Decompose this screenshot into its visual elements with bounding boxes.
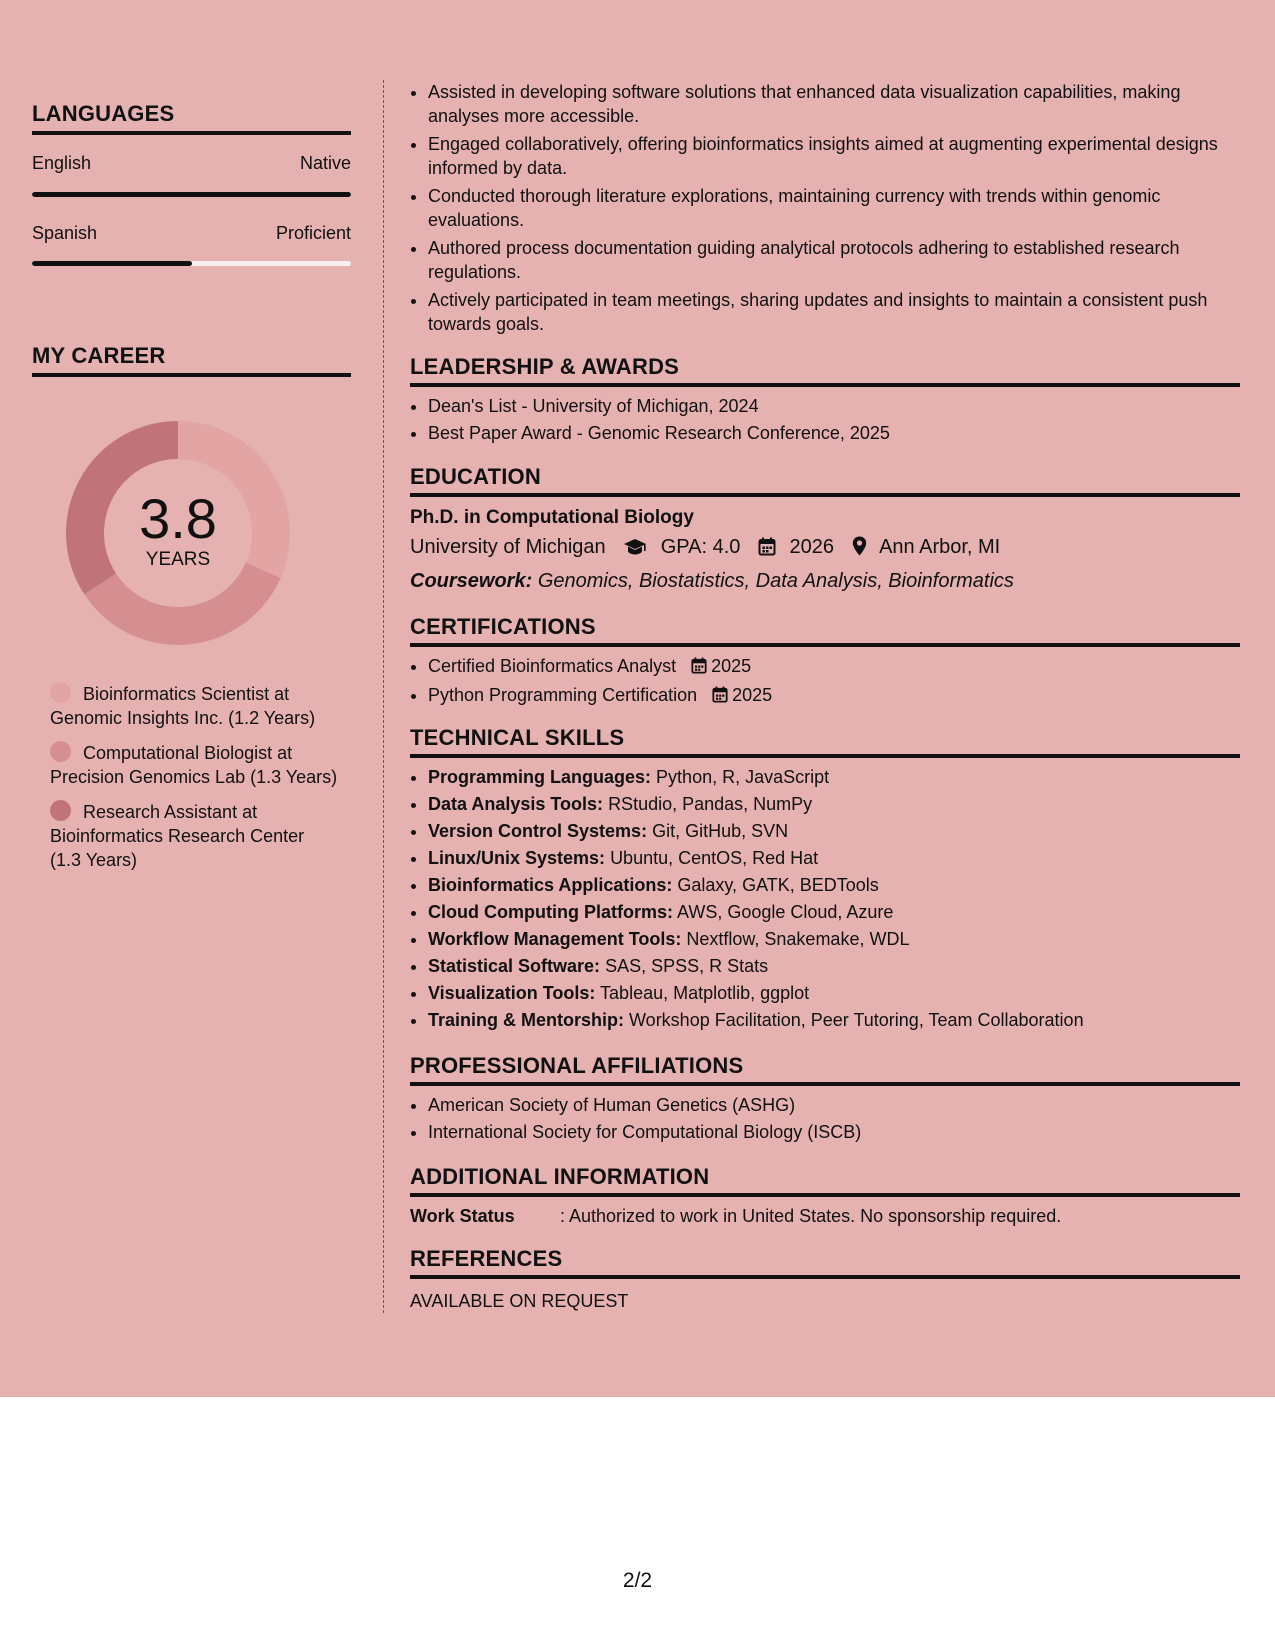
work-status-label: Work Status (410, 1206, 515, 1226)
skill-item (428, 846, 1240, 870)
skill-item (428, 981, 1240, 1005)
calendar-icon (691, 656, 707, 680)
affiliations-section (410, 1053, 1240, 1147)
skill-value: AWS, Google Cloud, Azure (677, 902, 894, 922)
experience-bullet: • Authored process documentation guiding analytical protocols adhering to established research regulations. (428, 236, 1240, 284)
affiliation-item: • International Society for Computational Biology (ISCB) (428, 1120, 1240, 1144)
career-item-text: Bioinformatics Scientist at Genomic Insights Inc. (1.2 Years) (50, 684, 316, 728)
skill-label: Data Analysis Tools: (428, 794, 604, 814)
language-bar-spanish (32, 261, 351, 266)
skill-item (428, 900, 1240, 924)
skill-value: Git, GitHub, SVN (652, 821, 789, 841)
certification-year: 2025 (711, 656, 752, 676)
career-item (50, 741, 340, 789)
skill-value: Galaxy, GATK, BEDTools (677, 875, 879, 895)
leadership-section (410, 354, 1240, 448)
certification-item (428, 654, 1240, 680)
column-divider (383, 80, 384, 1313)
leadership-item: • Best Paper Award - Genomic Research Conference, 2025 (428, 421, 1240, 445)
language-bar-fill (32, 192, 351, 197)
skill-value: RStudio, Pandas, NumPy (608, 794, 813, 814)
education-gpa: GPA: 4.0 (660, 536, 741, 558)
career-total-years: 3.8 (139, 487, 217, 550)
experience-continued (410, 80, 1240, 340)
experience-bullet: • Actively participated in team meetings, sharing updates and insights to maintain a consistent push towards goals. (428, 288, 1240, 336)
certification-year: 2025 (732, 685, 773, 705)
affiliation-item: • American Society of Human Genetics (ASHG) (428, 1093, 1240, 1117)
language-level: Native (299, 153, 351, 173)
certifications-section (410, 614, 1240, 712)
skill-value: Ubuntu, CentOS, Red Hat (610, 848, 819, 868)
certifications-list (410, 654, 1240, 709)
language-level: Proficient (275, 223, 351, 243)
career-color-dot (50, 800, 71, 821)
skill-label: Cloud Computing Platforms: (428, 902, 673, 922)
career-color-dot (50, 741, 71, 762)
skill-item (428, 765, 1240, 789)
certification-name: Certified Bioinformatics Analyst (428, 656, 677, 676)
skill-item (428, 792, 1240, 816)
education-details (410, 532, 1240, 566)
career-item (50, 682, 340, 730)
language-bar-fill (32, 261, 192, 266)
work-status-row (410, 1204, 1240, 1228)
skill-label: Bioinformatics Applications: (428, 875, 673, 895)
leadership-list (410, 394, 1240, 445)
experience-bullet: • Engaged collaboratively, offering bioinformatics insights aimed at augmenting experimental designs informed by data. (428, 132, 1240, 180)
skill-label: Statistical Software: (428, 956, 601, 976)
skill-label: Visualization Tools: (428, 983, 596, 1003)
experience-bullet: • Conducted thorough literature explorations, maintaining currency with trends within genomic evaluations. (428, 184, 1240, 232)
affiliations-list (410, 1093, 1240, 1144)
calendar-icon (712, 685, 728, 709)
career-item-text: Research Assistant at Bioinformatics Research Center (1.3 Years) (50, 802, 305, 870)
education-school: University of Michigan (410, 536, 606, 558)
skills-section (410, 725, 1240, 1035)
references-heading: REFERENCES (410, 1246, 1240, 1279)
skill-label: Version Control Systems: (428, 821, 648, 841)
skill-label: Linux/Unix Systems: (428, 848, 606, 868)
work-status-value: : Authorized to work in United States. No sponsorship required. (560, 1206, 1062, 1226)
language-bar-english (32, 192, 351, 197)
donut-center (66, 487, 290, 571)
donut-segment (84, 563, 280, 645)
additional-section (410, 1164, 1240, 1228)
experience-bullets (410, 80, 1240, 336)
career-item-text: Computational Biologist at Precision Genomics Lab (1.3 Years) (50, 743, 338, 787)
education-heading: EDUCATION (410, 464, 1240, 497)
skill-item (428, 954, 1240, 978)
career-list (50, 682, 340, 883)
graduation-cap-icon (623, 535, 647, 566)
career-total-unit: YEARS (145, 549, 211, 570)
coursework-label: Coursework: (410, 570, 533, 592)
certification-item (428, 683, 1240, 709)
references-section (410, 1246, 1240, 1313)
location-pin-icon (852, 535, 867, 566)
leadership-heading: LEADERSHIP & AWARDS (410, 354, 1240, 387)
skill-label: Workflow Management Tools: (428, 929, 682, 949)
career-item (50, 800, 340, 872)
skill-label: Programming Languages: (428, 767, 652, 787)
skill-label: Training & Mentorship: (428, 1010, 624, 1030)
career-color-dot (50, 682, 71, 703)
skill-item (428, 819, 1240, 843)
education-coursework (410, 566, 1240, 596)
career-heading: MY CAREER (32, 343, 351, 377)
language-name: Spanish (32, 223, 98, 243)
affiliations-heading: PROFESSIONAL AFFILIATIONS (410, 1053, 1240, 1086)
skill-value: Workshop Facilitation, Peer Tutoring, Team Collaboration (629, 1010, 1084, 1030)
skill-value: Nextflow, Snakemake, WDL (686, 929, 910, 949)
language-name: English (32, 153, 92, 173)
certifications-heading: CERTIFICATIONS (410, 614, 1240, 647)
additional-heading: ADDITIONAL INFORMATION (410, 1164, 1240, 1197)
page-number: 2/2 (622, 1569, 653, 1592)
education-degree: Ph.D. in Computational Biology (410, 507, 694, 528)
references-text: AVAILABLE ON REQUEST (410, 1291, 629, 1311)
skill-value: Python, R, JavaScript (656, 767, 830, 787)
skill-value: SAS, SPSS, R Stats (605, 956, 769, 976)
skill-item (428, 873, 1240, 897)
skills-list (410, 765, 1240, 1032)
education-section (410, 464, 1240, 596)
skills-heading: TECHNICAL SKILLS (410, 725, 1240, 758)
education-location: Ann Arbor, MI (879, 536, 1001, 558)
coursework-list: Genomics, Biostatistics, Data Analysis, Bioinformatics (537, 570, 1014, 592)
career-donut (66, 421, 290, 645)
skill-item (428, 927, 1240, 951)
skill-value: Tableau, Matplotlib, ggplot (600, 983, 810, 1003)
education-year: 2026 (789, 536, 835, 558)
languages-heading: LANGUAGES (32, 101, 351, 135)
skill-item (428, 1008, 1240, 1032)
calendar-icon (758, 535, 776, 566)
experience-bullet: • Assisted in developing software solutions that enhanced data visualization capabilities, making analyses more accessible. (428, 80, 1240, 128)
leadership-item: • Dean's List - University of Michigan, 2024 (428, 394, 1240, 418)
certification-name: Python Programming Certification (428, 685, 698, 705)
